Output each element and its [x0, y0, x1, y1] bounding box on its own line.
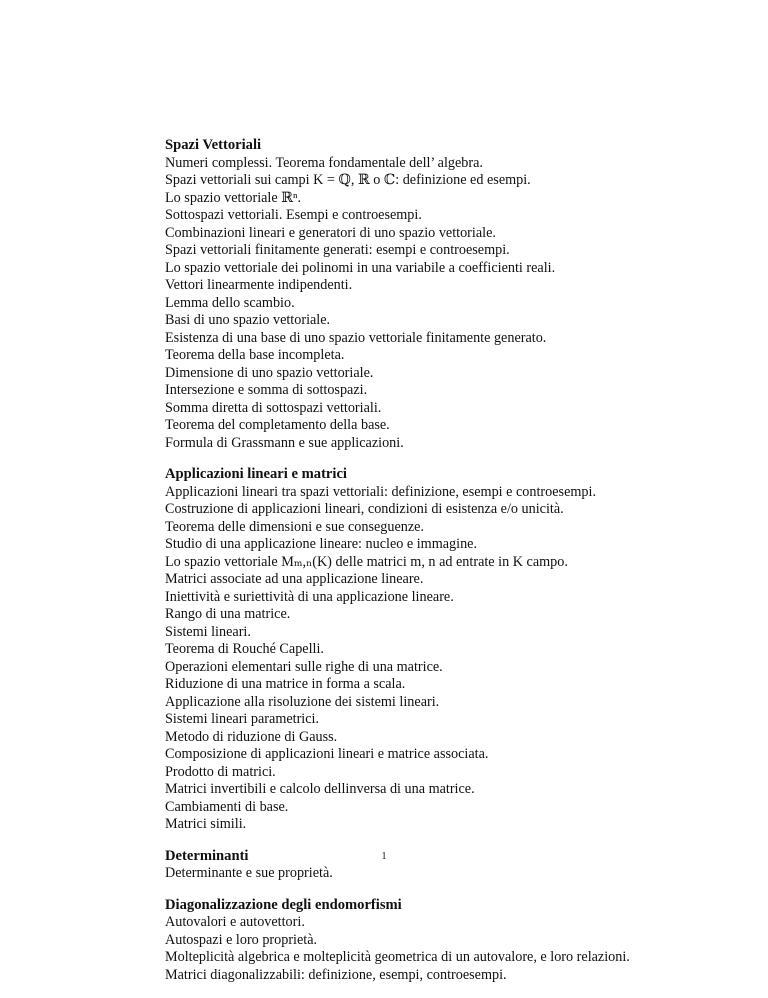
- page-number: 1: [381, 851, 387, 862]
- topic-item: Matrici invertibili e calcolo dellinversa di una matrice.: [165, 781, 475, 797]
- topic-item: Determinante e sue proprietà.: [165, 865, 333, 881]
- topic-item: Costruzione di applicazioni lineari, condizioni di esistenza e/o unicità.: [165, 501, 564, 517]
- section-title: Diagonalizzazione degli endomorfismi: [165, 896, 402, 913]
- topic-item: Combinazioni lineari e generatori di uno spazio vettoriale.: [165, 224, 496, 241]
- topic-item: Lo spazio vettoriale dei polinomi in una variabile a coefficienti reali.: [165, 259, 556, 276]
- topic-item: Riduzione di una matrice in forma a scala.: [165, 676, 406, 692]
- topic-item: Sottospazi vettoriali. Esempi e controesempi.: [165, 207, 422, 223]
- section-title: Determinanti: [165, 847, 249, 864]
- topic-item: Teorema di Rouché Capelli.: [165, 641, 324, 657]
- topic-list: [165, 865, 705, 883]
- topic-item: Composizione di applicazioni lineari e matrice associata.: [165, 746, 489, 762]
- topic-item: Rango di una matrice.: [165, 606, 291, 622]
- topic-item: Sistemi lineari parametrici.: [165, 711, 320, 727]
- topic-item: Operazioni elementari sulle righe di una matrice.: [165, 658, 443, 675]
- section-diagonalizzazione: [165, 897, 705, 985]
- topic-item: Matrici simili.: [165, 816, 247, 832]
- topic-item: Matrici associate ad una applicazione lineare.: [165, 571, 424, 587]
- topic-item: Somma diretta di sottospazi vettoriali.: [165, 399, 382, 416]
- topic-item: Esistenza di una base di uno spazio vettoriale finitamente generato.: [165, 329, 547, 346]
- topic-item: Intersezione e somma di sottospazi.: [165, 382, 368, 398]
- topic-item: Spazi vettoriali finitamente generati: esempi e controesempi.: [165, 242, 510, 258]
- topic-item: Autovalori e autovettori.: [165, 914, 305, 930]
- topic-item: Vettori linearmente indipendenti.: [165, 277, 353, 293]
- topic-item: Basi di uno spazio vettoriale.: [165, 312, 331, 328]
- topic-item: Spazi vettoriali sui campi K = ℚ, ℝ o ℂ: definizione ed esempi.: [165, 172, 531, 188]
- topic-item: Studio di una applicazione lineare: nucleo e immagine.: [165, 536, 478, 552]
- topic-item: Cambiamenti di base.: [165, 798, 289, 815]
- topic-item: Autospazi e loro proprietà.: [165, 931, 318, 948]
- section-title: Applicazioni lineari e matrici: [165, 466, 347, 482]
- topic-item: Metodo di riduzione di Gauss.: [165, 728, 338, 745]
- topic-item: Lo spazio vettoriale ℝⁿ.: [165, 189, 302, 206]
- topic-item: Lemma dello scambio.: [165, 294, 295, 311]
- section-spazi-vettoriali: [165, 137, 705, 452]
- topic-list: [165, 914, 705, 984]
- topic-item: Lo spazio vettoriale Mₘ,ₙ(K) delle matrici m, n ad entrate in K campo.: [165, 553, 568, 570]
- topic-item: Iniettività e suriettività di una applicazione lineare.: [165, 588, 454, 605]
- section-applicazioni-lineari: [165, 466, 705, 834]
- topic-item: Teorema del completamento della base.: [165, 417, 390, 433]
- page-content: [165, 137, 705, 998]
- topic-item: Matrici diagonalizzabili: definizione, esempi, controesempi.: [165, 966, 507, 983]
- topic-item: Formula di Grassmann e sue applicazioni.: [165, 434, 404, 451]
- topic-item: Sistemi lineari.: [165, 623, 251, 640]
- topic-item: Prodotto di matrici.: [165, 763, 276, 780]
- topic-item: Numeri complessi. Teorema fondamentale dell’ algebra.: [165, 154, 483, 171]
- topic-item: Applicazione alla risoluzione dei sistemi lineari.: [165, 693, 440, 710]
- topic-list: [165, 155, 705, 453]
- topic-list: [165, 484, 705, 834]
- topic-item: Molteplicità algebrica e molteplicità geometrica di un autovalore, e loro relazioni.: [165, 949, 630, 965]
- section-title: Spazi Vettoriali: [165, 137, 262, 153]
- topic-item: Teorema delle dimensioni e sue conseguenze.: [165, 518, 425, 535]
- topic-item: Dimensione di uno spazio vettoriale.: [165, 364, 374, 381]
- topic-item: Applicazioni lineari tra spazi vettoriali: definizione, esempi e controesempi.: [165, 483, 596, 500]
- topic-item: Teorema della base incompleta.: [165, 347, 345, 363]
